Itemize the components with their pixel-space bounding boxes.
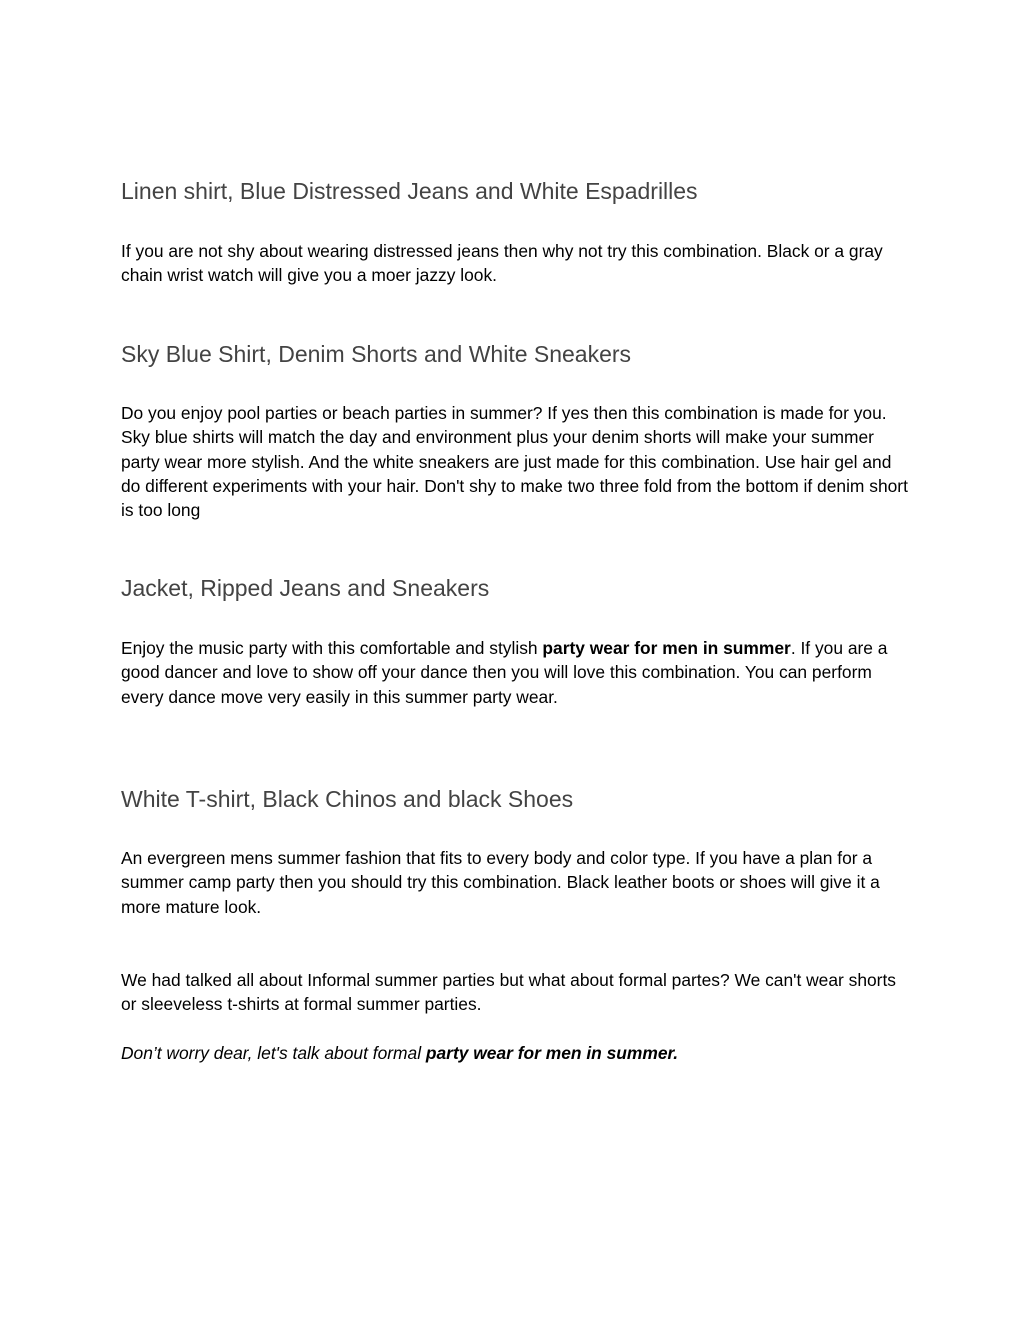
section-paragraph-linen-shirt: If you are not shy about wearing distressed jeans then why not try this combination. Black or a gray chain wrist watch will give you a moer jazzy look. [121,241,883,286]
section-paragraph-jacket [121,636,911,709]
section-heading-jacket: Jacket, Ripped Jeans and Sneakers [121,575,490,601]
section-heading-linen-shirt: Linen shirt, Blue Distressed Jeans and White Espadrilles [121,178,698,204]
section-paragraph-white-tshirt: An evergreen mens summer fashion that fits to every body and color type. If you have a plan for a summer camp party then you should try this combination. Black leather boots or shoes will give it a more mature look. [121,848,880,917]
jacket-text-after: . If you are a good dancer and love to show off your dance then you will love this combination. You can perform every dance move very easily in this summer party wear. [121,638,888,707]
closing-party-wear-keyword: party wear for men in summer. [425,1043,679,1063]
section-heading-sky-blue-shirt: Sky Blue Shirt, Denim Shorts and White Sneakers [121,341,632,367]
section-heading-white-tshirt: White T-shirt, Black Chinos and black Shoes [121,786,574,812]
closing-italic-text: Don’t worry dear, let's talk about formal [121,1043,426,1063]
jacket-text-before: Enjoy the music party with this comfortable and stylish [121,638,543,658]
closing-italic-line [121,1041,911,1065]
party-wear-keyword: party wear for men in summer [542,638,791,658]
closing-paragraph: We had talked all about Informal summer parties but what about formal partes? We can't wear shorts or sleeveless t-shirts at formal summer parties. [121,970,897,1015]
section-paragraph-sky-blue-shirt: Do you enjoy pool parties or beach parties in summer? If yes then this combination is made for you. Sky blue shirts will match the day and environment plus your denim shorts will make your summer party wear more stylish. And the white sneakers are just made for this combination. Use hair gel and do different experiments with your hair. Don't shy to make two three fold from the bottom if denim short is too long [121,403,908,521]
